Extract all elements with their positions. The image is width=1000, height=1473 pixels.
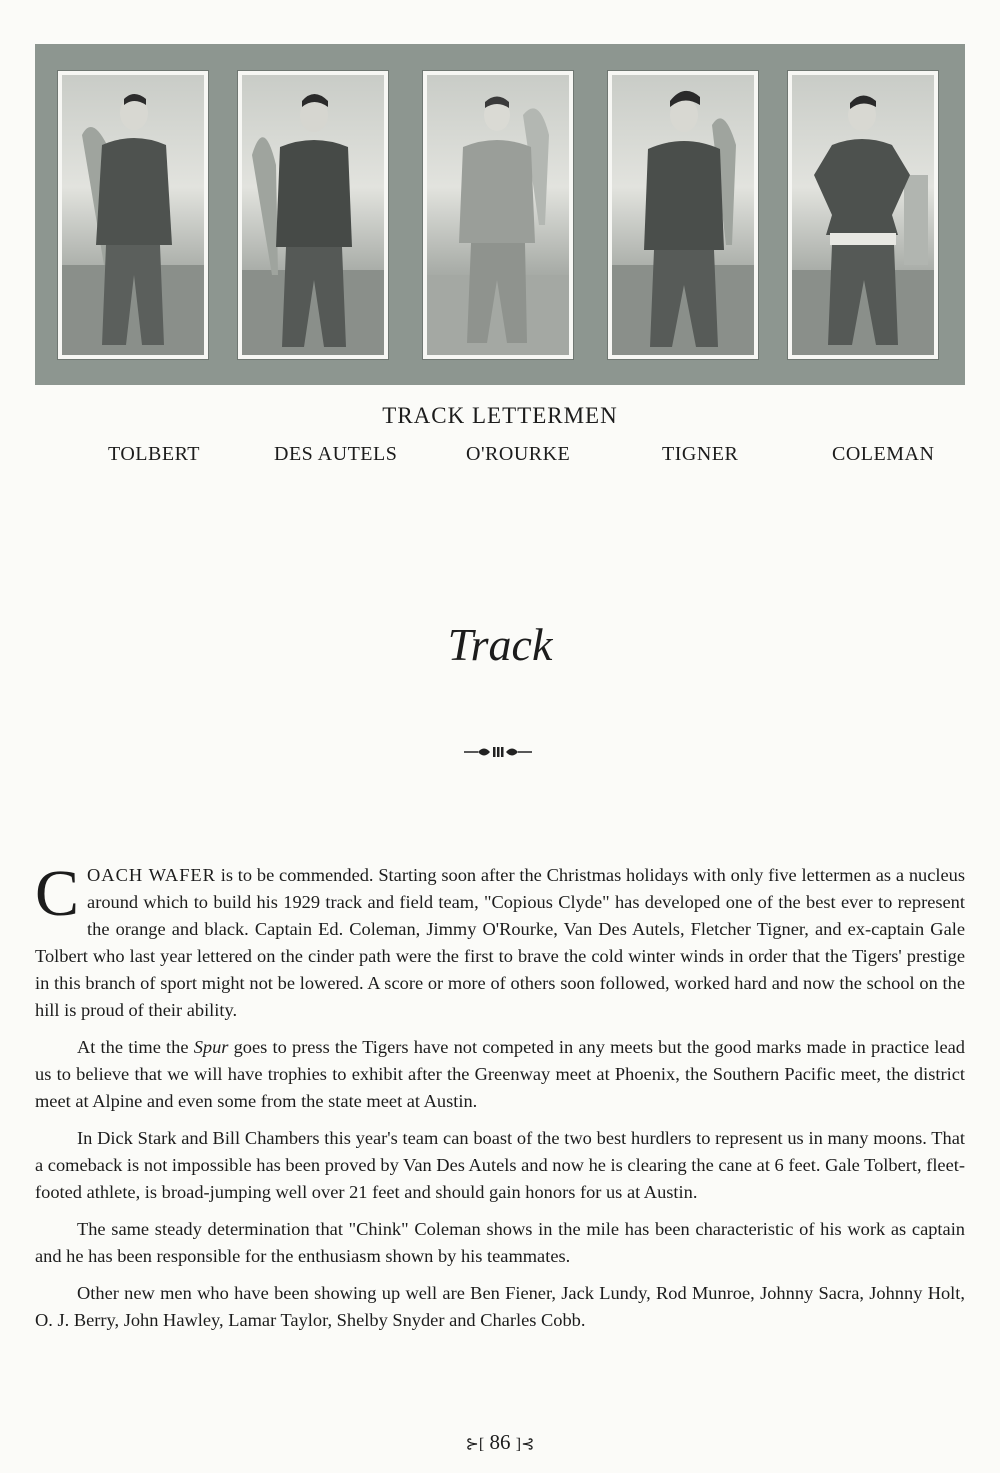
athlete-figure-icon: [612, 75, 754, 355]
caption-name: DES AUTELS: [274, 443, 398, 465]
paragraph-text: goes to press the Tigers have not competed in any meets but the good marks made in practice lead us to believe that we will have trophies to exhibit after the Greenway meet at Phoenix, the Southern Pacific meet, the district meet at Alpine and even some from the state meet at Austin.: [35, 1037, 965, 1111]
caption-name: TIGNER: [662, 443, 739, 465]
athlete-figure-icon: [62, 75, 204, 355]
photo-tigner: [607, 70, 759, 360]
caption-name: TOLBERT: [108, 443, 200, 465]
athlete-figure-icon: [792, 75, 934, 355]
photo-caption-names: [0, 443, 1000, 473]
article-paragraph: [35, 1034, 965, 1115]
page-number: 86: [489, 1430, 511, 1454]
page-folio: [0, 1430, 1000, 1455]
photo-orourke: [422, 70, 574, 360]
caption-name: O'ROURKE: [466, 443, 571, 465]
article-paragraph: In Dick Stark and Bill Chambers this year's team can boast of the two best hurdlers to represent us in many moons. That a comeback is not impossible has been proved by Van Des Autels and now he is clearing the cane at 6 feet. Gale Tolbert, fleet-footed athlete, is broad-jumping well over 21 feet and should gain honors for us at Austin.: [35, 1128, 965, 1202]
lead-in-caps: OACH WAFER: [87, 865, 216, 885]
athlete-figure-icon: [242, 75, 384, 355]
athlete-figure-icon: [427, 75, 569, 355]
publication-name: Spur: [193, 1037, 229, 1057]
paragraph-text: is to be commended. Starting soon after the Christmas holidays with only five lettermen as a nucleus around which to build his 1929 track and field team, "Copious Clyde" has developed one of the best ever to represent the orange and black. Captain Ed. Coleman, Jimmy O'Rourke, Van Des Autels, Fletcher Tigner, and ex-captain Gale Tolbert who last year lettered on the cinder path were the first to brave the cold winter winds in order that the Tigers' prestige in this branch of sport might not be lowered. A score or more of others soon followed, worked hard and now the school on the hill is proud of their ability.: [35, 865, 965, 1020]
photo-band: [35, 44, 965, 385]
article-paragraph: The same steady determination that "Chink" Coleman shows in the mile has been characteristic of his work as captain and he has been responsible for the enthusiasm shown by his teammates.: [35, 1219, 965, 1266]
divider-ornament-icon: [462, 744, 534, 760]
article-body: [35, 857, 965, 1344]
folio-ornament-right: ]⊰: [515, 1436, 535, 1453]
photo-des-autels: [237, 70, 389, 360]
photo-caption-title: TRACK LETTERMEN: [382, 403, 618, 428]
article-paragraph: [35, 857, 965, 1024]
photo-coleman: [787, 70, 939, 360]
folio-ornament-left: ⊱[: [465, 1436, 485, 1453]
drop-cap: C: [35, 857, 80, 930]
photo-tolbert: [57, 70, 209, 360]
article-paragraph: Other new men who have been showing up well are Ben Fiener, Jack Lundy, Rod Munroe, Johnny Sacra, Johnny Holt, O. J. Berry, John Hawley, Lamar Taylor, Shelby Snyder and Charles Cobb.: [35, 1283, 965, 1330]
paragraph-text: At the time the: [77, 1037, 194, 1057]
section-title: Track: [447, 619, 553, 670]
caption-name: COLEMAN: [832, 443, 935, 465]
